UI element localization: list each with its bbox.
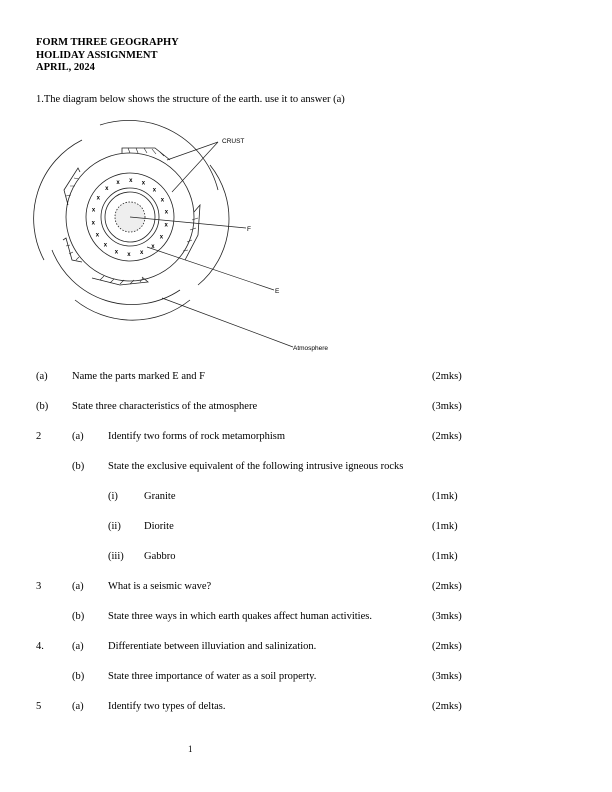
- x-mark: x: [91, 207, 96, 214]
- question-part: (b): [72, 611, 85, 622]
- question-part: (b): [72, 461, 85, 472]
- question-marks: (2mks): [432, 641, 462, 652]
- question-subpart-or-text: State the exclusive equivalent of the following intrusive igneous rocks: [108, 461, 404, 472]
- question-subpart-or-text: (iii): [108, 551, 124, 562]
- x-mark: x: [127, 252, 131, 258]
- question-row: [0, 521, 612, 551]
- crust-pointer-line: [167, 142, 218, 160]
- x-mark: x: [164, 209, 169, 216]
- label-e: E: [275, 288, 280, 295]
- question-part: Name the parts marked E and F: [72, 371, 205, 382]
- x-mark: x: [164, 222, 168, 229]
- question-part: (a): [72, 641, 84, 652]
- x-mark: x: [129, 178, 133, 184]
- x-mark: x: [103, 242, 108, 249]
- atmosphere-pointer-line: [162, 298, 293, 347]
- question-row: [0, 611, 612, 641]
- question-row: [0, 701, 612, 731]
- header-title: FORM THREE GEOGRAPHY: [36, 37, 179, 48]
- question-row: [0, 371, 612, 401]
- question-marks: (2mks): [432, 581, 462, 592]
- question-row: [0, 641, 612, 671]
- question-marks: (3mks): [432, 611, 462, 622]
- question-subpart-or-text: What is a seismic wave?: [108, 581, 212, 592]
- question-row: [0, 491, 612, 521]
- question-number: 2: [36, 431, 42, 442]
- question-row: [0, 551, 612, 581]
- question-marks: (1mk): [432, 491, 458, 502]
- earth-structure-diagram: [30, 110, 350, 360]
- atmosphere-arc: [75, 300, 190, 320]
- question-marks: (1mk): [432, 521, 458, 532]
- label-crust: CRUST: [222, 138, 245, 145]
- question-number: 4.: [36, 641, 44, 652]
- question-row: [0, 431, 612, 461]
- question-list: [0, 371, 612, 731]
- question-row: [0, 581, 612, 611]
- question-subpart-or-text: (ii): [108, 521, 121, 532]
- question-subpart-or-text: State three ways in which earth quakes affect human activities.: [108, 611, 372, 622]
- question-row: [0, 401, 612, 431]
- question-part: (a): [72, 701, 84, 712]
- x-mark: x: [140, 250, 144, 257]
- question-marks: (3mks): [432, 671, 462, 682]
- atmosphere-arc: [34, 140, 82, 260]
- question-marks: (3mks): [432, 401, 462, 412]
- question-marks: (2mks): [432, 371, 462, 382]
- x-mark: x: [114, 249, 119, 256]
- header-subtitle: HOLIDAY ASSIGNMENT: [36, 49, 158, 61]
- question-row: [0, 671, 612, 701]
- question-item-text: Gabbro: [144, 551, 176, 562]
- question-number: 5: [36, 701, 42, 712]
- x-mark: x: [105, 186, 109, 193]
- question-subpart-or-text: Identify two forms of rock metamorphism: [108, 431, 286, 442]
- x-mark: x: [91, 220, 95, 227]
- question-part: (a): [72, 431, 84, 442]
- label-atmosphere: Atmosphere: [293, 345, 329, 352]
- x-mark: x: [95, 232, 100, 239]
- question-item-text: Diorite: [144, 521, 174, 532]
- question-subpart-or-text: Identify two types of deltas.: [108, 701, 226, 712]
- crust-segment: [122, 148, 170, 160]
- question-marks: (1mk): [432, 551, 458, 562]
- page-number: 1: [188, 744, 193, 754]
- question-part: State three characteristics of the atmosphere: [72, 401, 258, 412]
- question-subpart-or-text: (i): [108, 491, 118, 502]
- question-subpart-or-text: Differentiate between illuviation and salinization.: [108, 641, 317, 652]
- question-part: (a): [72, 581, 84, 592]
- question-item-text: Granite: [144, 491, 176, 502]
- x-mark: x: [141, 180, 146, 187]
- question-number: (b): [36, 401, 49, 412]
- question-row: [0, 461, 612, 491]
- question-1-intro: 1.The diagram below shows the structure of the earth. use it to answer (a): [36, 94, 345, 105]
- question-part: (b): [72, 671, 85, 682]
- x-mark: x: [116, 179, 120, 186]
- x-mark: x: [151, 243, 155, 250]
- x-mark: x: [152, 187, 157, 194]
- question-number: (a): [36, 371, 48, 382]
- e-pointer-line: [147, 247, 274, 290]
- question-number: 3: [36, 581, 42, 592]
- question-marks: (2mks): [432, 431, 462, 442]
- question-marks: (2mks): [432, 701, 462, 712]
- x-mark: x: [159, 234, 164, 241]
- label-f: F: [247, 226, 251, 233]
- crust-segment: [64, 168, 80, 205]
- question-subpart-or-text: State three importance of water as a soil property.: [108, 671, 317, 682]
- header-date: APRIL, 2024: [36, 62, 95, 73]
- x-mark: x: [160, 197, 165, 204]
- crust-segment: [63, 238, 82, 262]
- x-mark: x: [96, 195, 100, 202]
